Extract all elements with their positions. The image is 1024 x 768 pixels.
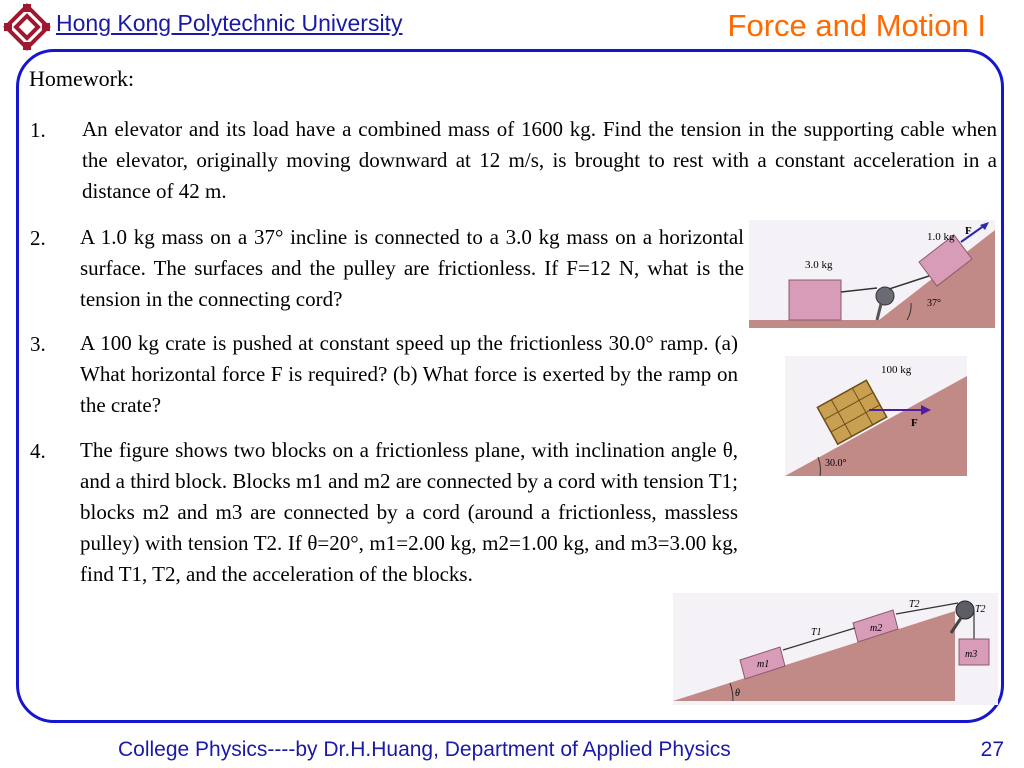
mass-label: 1.0 kg — [927, 231, 955, 243]
slide-title: Force and Motion I — [727, 8, 986, 43]
tension-label: T1 — [811, 627, 822, 638]
block-label: m2 — [870, 623, 883, 634]
problem-number: 2. — [30, 226, 46, 250]
tension-label: T2 — [909, 599, 920, 610]
problem-number: 3. — [30, 332, 46, 356]
angle-label: 30.0° — [825, 458, 847, 469]
tension-label: T2 — [975, 604, 986, 615]
footer-credit: College Physics----by Dr.H.Huang, Department of Applied Physics — [118, 738, 731, 761]
problem-4-text: The figure shows two blocks on a frictionless plane, with inclination angle θ, and a third block. Blocks m1 and m2 are connected by a cord with tension T1; blocks m2 and m3 are connected by a cord (around a frictionless, massless pulley) with tension T2. If θ=20°, m1=2.00 kg, m2=1.00 kg, and m3=3.00 kg, find T1, T2, and the acceleration of the blocks. — [80, 438, 738, 586]
problem-2-text: A 1.0 kg mass on a 37° incline is connected to a 3.0 kg mass on a horizontal surface. The surfaces and the pulley are frictionless. If F=12 N, what is the tension in the connecting cord? — [80, 225, 744, 311]
page-number: 27 — [980, 738, 1004, 761]
figure-incline-pulley — [749, 220, 995, 328]
problem-number: 1. — [30, 118, 46, 142]
angle-label: 37° — [927, 298, 941, 309]
mass-label: 100 kg — [881, 364, 912, 376]
figure-three-blocks-pulley — [673, 593, 998, 705]
university-name-link[interactable]: Hong Kong Polytechnic University — [56, 10, 403, 36]
block-label: m1 — [757, 659, 770, 670]
block-label: m3 — [965, 649, 978, 660]
angle-label: θ — [735, 688, 740, 699]
figure-ramp-crate — [785, 356, 967, 476]
problem-3-text: A 100 kg crate is pushed at constant speed up the frictionless 30.0° ramp. (a) What horizontal force F is required? (b) What force is exerted by the ramp on the crate? — [80, 331, 738, 417]
problem-number: 4. — [30, 439, 46, 463]
mass-label: 3.0 kg — [805, 259, 833, 271]
force-label: F — [965, 225, 972, 237]
homework-heading: Homework: — [29, 66, 135, 91]
problem-1-text: An elevator and its load have a combined mass of 1600 kg. Find the tension in the supporting cable when the elevator, originally moving downward at 12 m/s, is brought to rest with a constant acceleration in a distance of 42 m. — [82, 117, 997, 203]
force-label: F — [911, 417, 918, 429]
